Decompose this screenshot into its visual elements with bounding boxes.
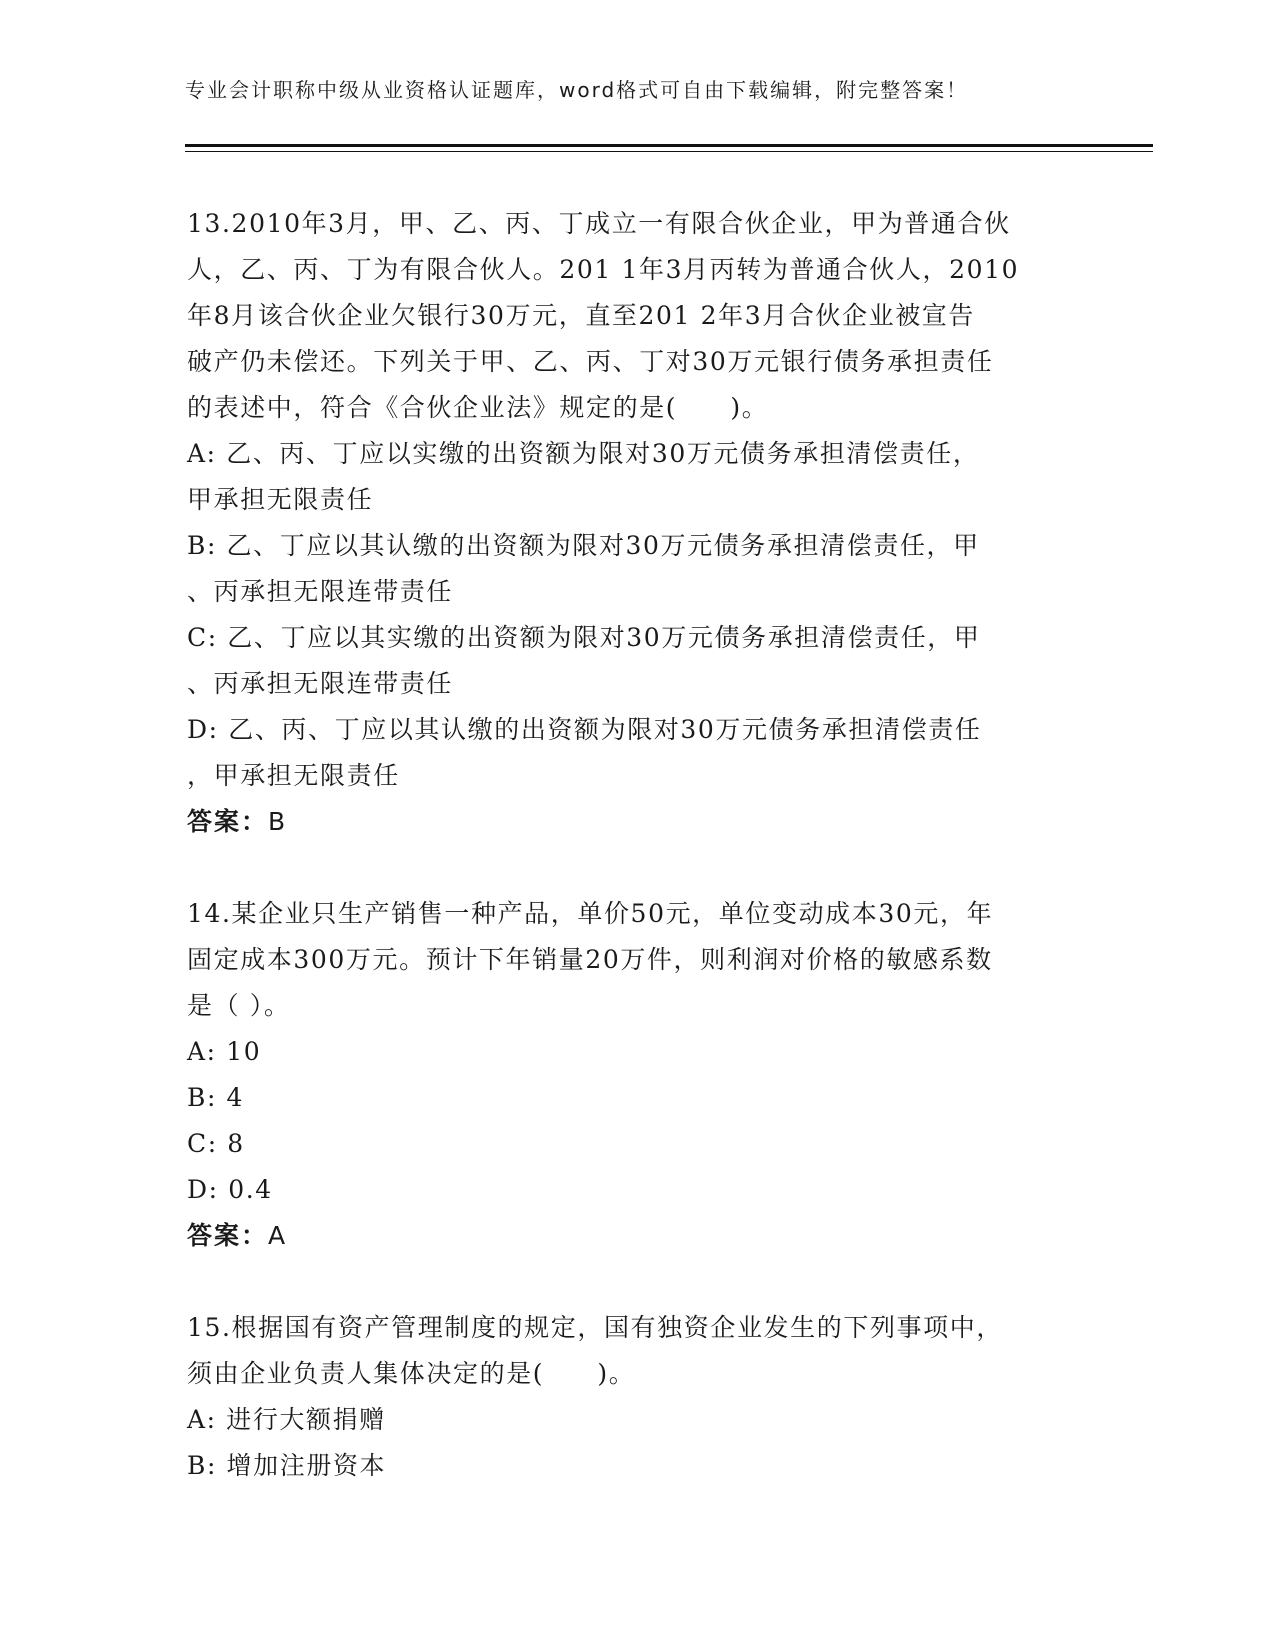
- question-stem-line: 14.某企业只生产销售一种产品，单价50元，单位变动成本30元，年: [187, 899, 994, 928]
- answer-line: [187, 799, 1087, 845]
- page-header: 专业会计职称中级从业资格认证题库，word格式可自由下载编辑，附完整答案！: [185, 78, 969, 102]
- option-line: A: 10: [187, 1037, 262, 1066]
- question-spacer: [187, 1259, 1087, 1305]
- question-spacer: [187, 845, 1087, 891]
- answer-label: 答案：: [187, 807, 269, 836]
- option-line: C: 8: [187, 1129, 245, 1158]
- question-14: [187, 891, 1087, 1259]
- question-stem-line: 须由企业负责人集体决定的是( )。: [187, 1359, 636, 1388]
- answer-value: B: [268, 807, 288, 836]
- question-list: [187, 201, 1087, 1489]
- question-stem-line: 是（ ）。: [187, 991, 291, 1020]
- option-line: D: 0.4: [187, 1175, 273, 1204]
- question-stem-line: 15.根据国有资产管理制度的规定，国有独资企业发生的下列事项中，: [187, 1313, 1003, 1342]
- question-stem-line: 的表述中，符合《合伙企业法》规定的是( )。: [187, 393, 769, 422]
- question-13: [187, 201, 1087, 845]
- answer-value: A: [268, 1221, 288, 1250]
- header-divider-thick: [185, 144, 1153, 147]
- option-line: 、丙承担无限连带责任: [187, 577, 454, 606]
- question-stem-line: 13.2010年3月，甲、乙、丙、丁成立一有限合伙企业，甲为普通合伙: [187, 209, 1011, 238]
- option-line: B: 乙、丁应以其认缴的出资额为限对30万元债务承担清偿责任，甲: [187, 531, 980, 560]
- question-stem-line: 年8月该合伙企业欠银行30万元，直至201 2年3月合伙企业被宣告: [187, 301, 975, 330]
- answer-label: 答案：: [187, 1221, 269, 1250]
- option-line: 、丙承担无限连带责任: [187, 669, 454, 698]
- header-divider-thin: [185, 151, 1153, 152]
- question-stem-line: 人，乙、丙、丁为有限合伙人。201 1年3月丙转为普通合伙人，2010: [187, 255, 1020, 284]
- question-15: [187, 1305, 1087, 1489]
- question-stem-line: 固定成本300万元。预计下年销量20万件，则利润对价格的敏感系数: [187, 945, 993, 974]
- option-line: 甲承担无限责任: [187, 485, 374, 514]
- option-line: C: 乙、丁应以其实缴的出资额为限对30万元债务承担清偿责任，甲: [187, 623, 981, 652]
- answer-line: [187, 1213, 1087, 1259]
- option-line: A: 乙、丙、丁应以实缴的出资额为限对30万元债务承担清偿责任，: [187, 439, 980, 468]
- question-stem-line: 破产仍未偿还。下列关于甲、乙、丙、丁对30万元银行债务承担责任: [187, 347, 994, 376]
- option-line: B: 4: [187, 1083, 245, 1112]
- option-line: D: 乙、丙、丁应以其认缴的出资额为限对30万元债务承担清偿责任: [187, 715, 982, 744]
- option-line: ，甲承担无限责任: [187, 761, 400, 790]
- option-line: B: 增加注册资本: [187, 1451, 387, 1480]
- option-line: A: 进行大额捐赠: [187, 1405, 386, 1434]
